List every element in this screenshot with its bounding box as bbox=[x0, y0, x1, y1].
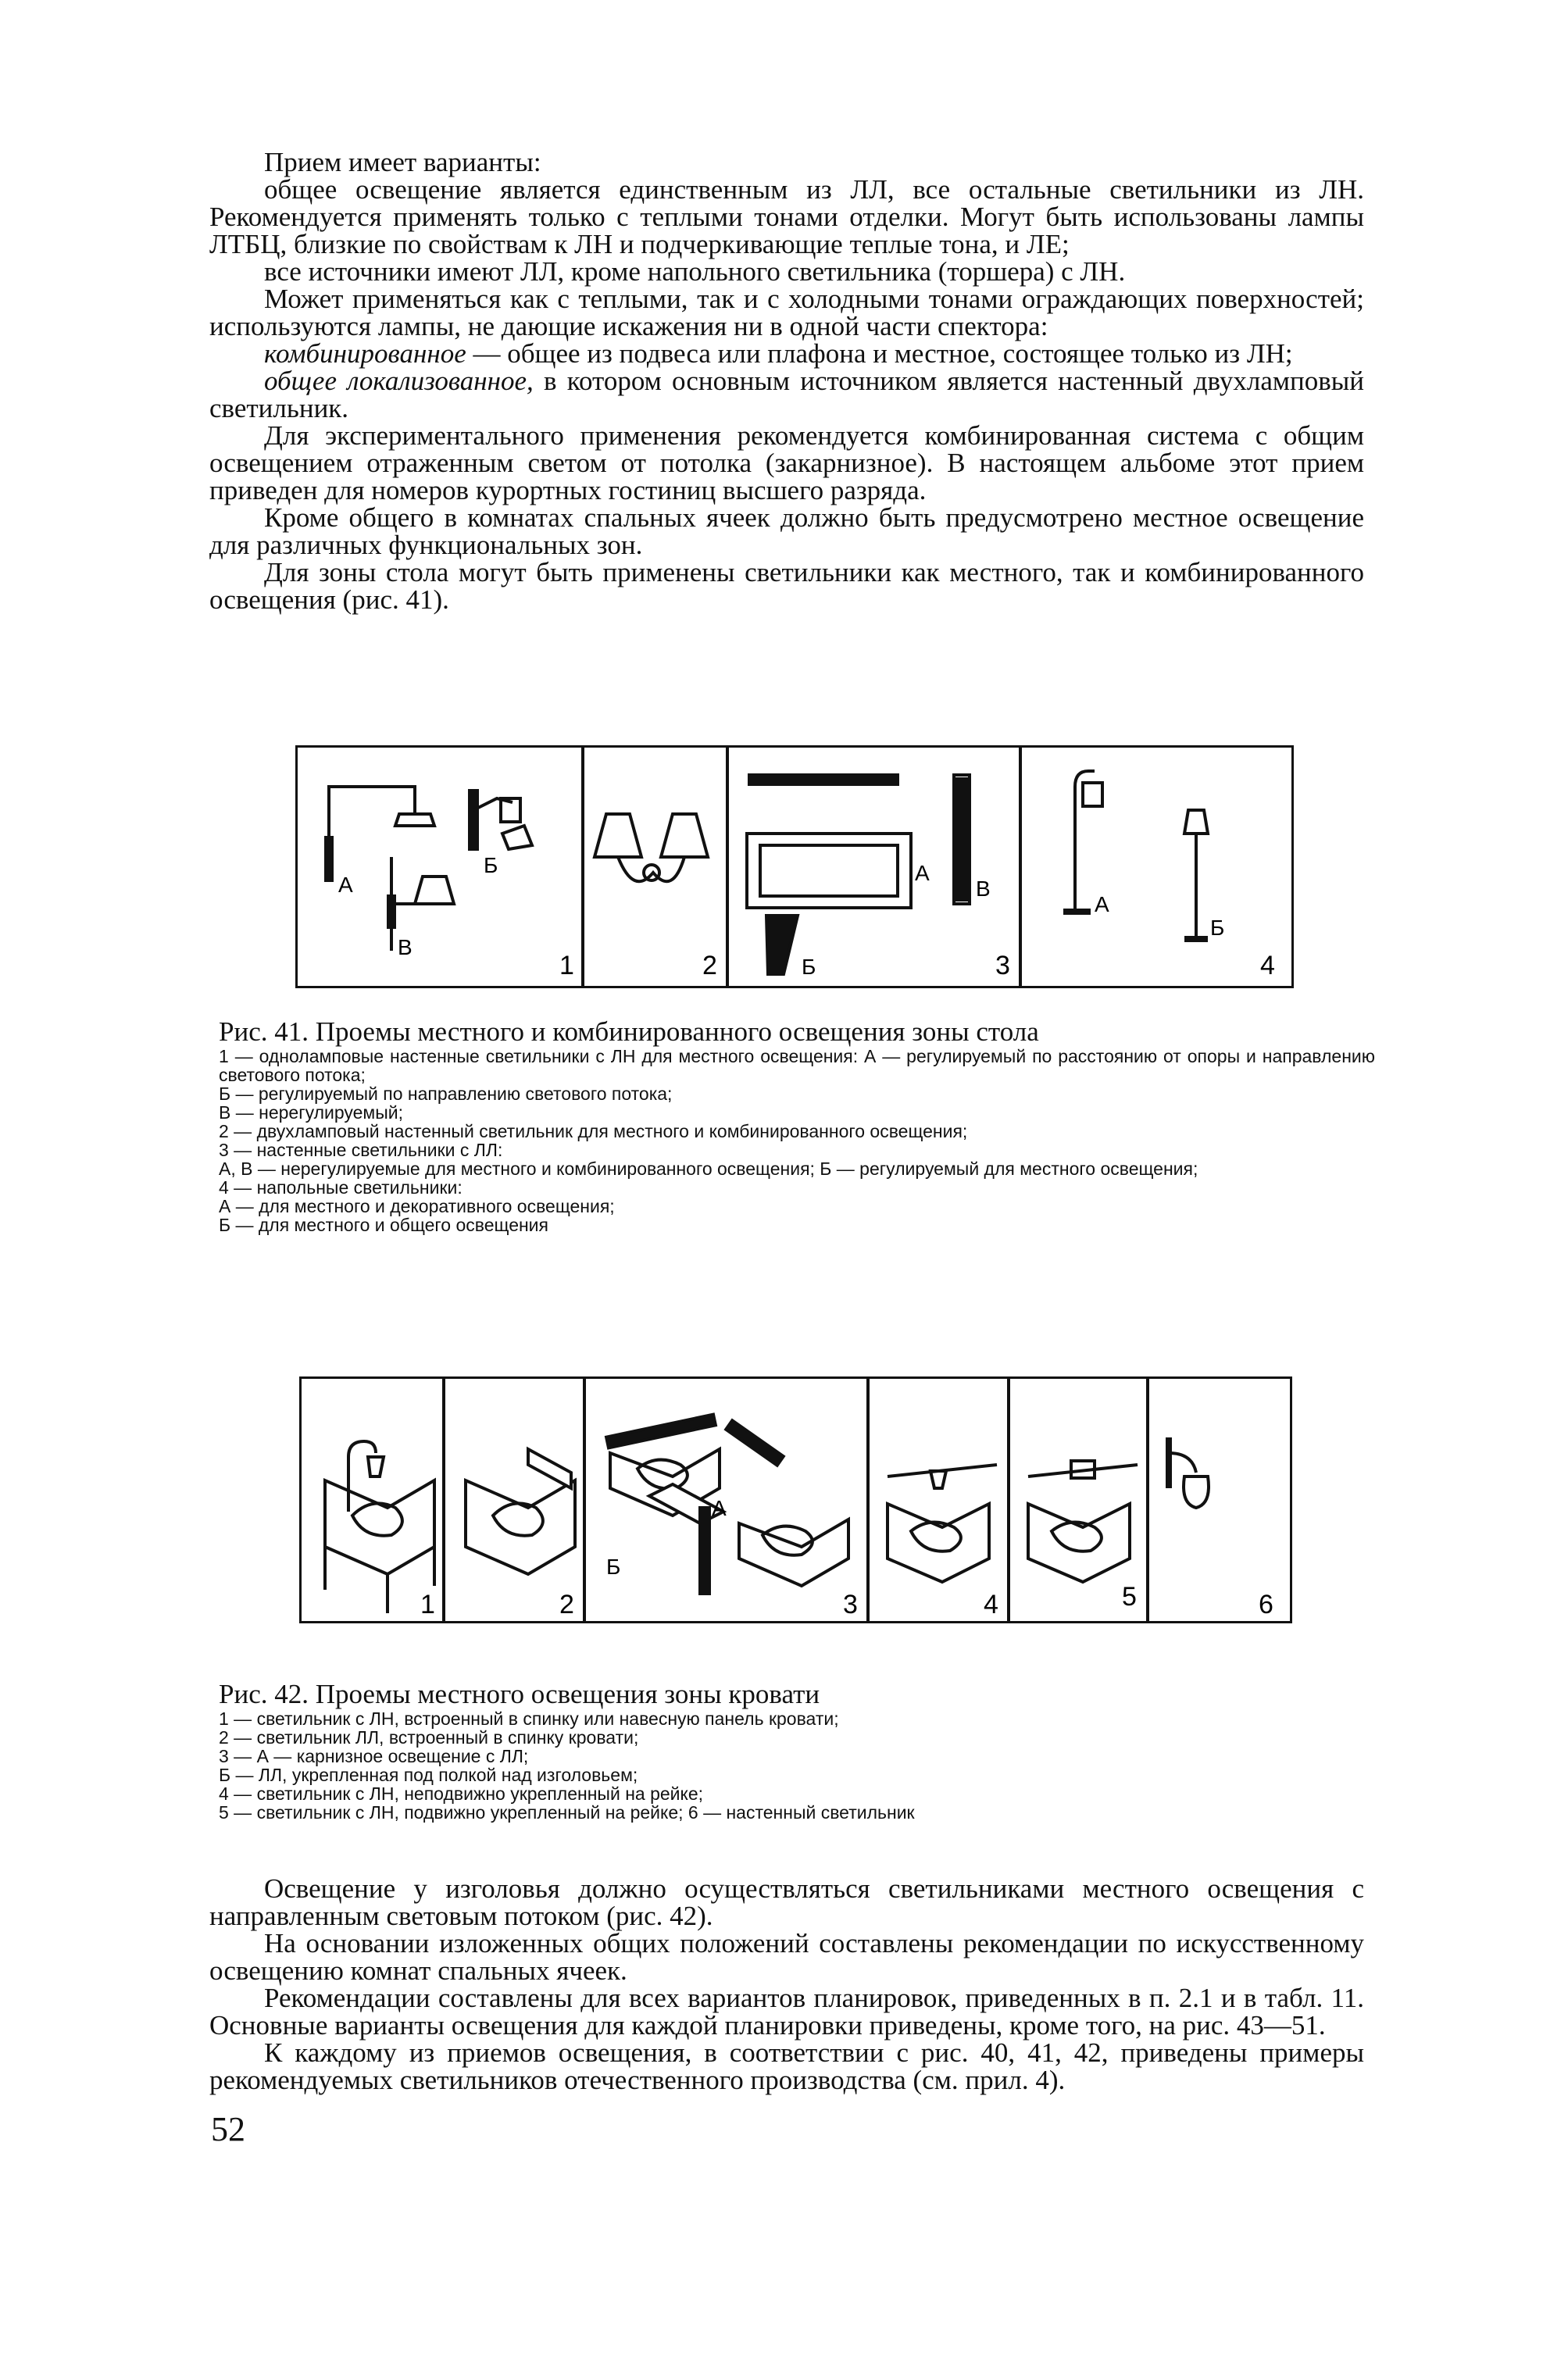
legend-line: 3 — настенные светильники с ЛЛ: bbox=[219, 1140, 503, 1160]
figure-41-diagram bbox=[295, 745, 1294, 988]
paragraph: Освещение у изголовья должно осуществляться светильниками местного освещения с направленным световым потоком (рис. 42). bbox=[209, 1873, 1364, 1931]
figure-42-drawing bbox=[302, 1379, 1290, 1621]
fig41-panel-number: 2 bbox=[702, 951, 717, 980]
paragraph: Прием имеет варианты: bbox=[264, 147, 541, 177]
legend-line: В — нерегулируемый; bbox=[219, 1102, 403, 1123]
fig41-letter: А bbox=[338, 873, 353, 897]
legend-line: 2 — светильник ЛЛ, встроенный в спинку кровати; bbox=[219, 1727, 639, 1748]
paragraph: общее освещение является единственным из ЛЛ, все остальные светильники из ЛН. Рекомендуется применять только с теплыми тонами отделки. Могут быть использованы лампы ЛТБЦ, близкие по свойствам к ЛН и подчеркивающие теплые тона, и ЛЕ; bbox=[209, 174, 1364, 259]
fig42-panel-number: 5 bbox=[1122, 1582, 1137, 1612]
fig41-letter: А bbox=[915, 861, 930, 885]
legend-line: 2 — двухламповый настенный светильник для местного и комбинированного освещения; bbox=[219, 1121, 968, 1141]
term-combined-rest: — общее из подвеса или плафона и местное, состоящее только из ЛН; bbox=[466, 338, 1293, 369]
fig42-panel-number: 3 bbox=[843, 1590, 858, 1619]
fig42-panel-number: 2 bbox=[559, 1590, 574, 1619]
legend-line: 3 — А — карнизное освещение с ЛЛ; bbox=[219, 1746, 529, 1766]
figure-41-caption: Рис. 41. Проемы местного и комбинированного освещения зоны стола bbox=[219, 1016, 1039, 1047]
bottom-text-block bbox=[209, 1875, 1364, 2094]
page-number: 52 bbox=[211, 2110, 245, 2148]
fig42-letter: А bbox=[712, 1496, 727, 1520]
fig41-letter: Б bbox=[1210, 916, 1225, 940]
legend-line: А — для местного и декоративного освещения; bbox=[219, 1196, 615, 1216]
figure-41-drawing bbox=[298, 748, 1291, 986]
paragraph: все источники имеют ЛЛ, кроме напольного светильника (торшера) с ЛН. bbox=[264, 256, 1126, 287]
fig41-letter: Б bbox=[484, 853, 498, 877]
legend-line: 5 — светильник с ЛН, подвижно укрепленный на рейке; 6 — настенный светильник bbox=[219, 1802, 915, 1823]
fig41-panel-number: 1 bbox=[559, 951, 574, 980]
paragraph: На основании изложенных общих положений составлены рекомендации по искусственному освещению комнат спальных ячеек. bbox=[209, 1928, 1364, 1986]
term-localized-rest: в котором основным источником является настенный двухламповый светильник. bbox=[209, 366, 1364, 423]
top-text-block bbox=[209, 148, 1364, 613]
fig41-panel-number: 3 bbox=[995, 951, 1010, 980]
fig41-letter: В bbox=[976, 877, 991, 901]
legend-line: Б — регулируемый по направлению светового потока; bbox=[219, 1084, 673, 1104]
paragraph-localized bbox=[209, 367, 1364, 422]
paragraph: Рекомендации составлены для всех вариантов планировок, приведенных в п. 2.1 и в табл. 11. Основные варианты освещения для каждой планировки приведены, кроме того, на рис. 43—51. bbox=[209, 1983, 1364, 2041]
paragraph: Кроме общего в комнатах спальных ячеек должно быть предусмотрено местное освещение для различных функциональных зон. bbox=[209, 502, 1364, 560]
legend-line: А, В — нерегулируемые для местного и комбинированного освещения; Б — регулируемый для местного освещения; bbox=[219, 1159, 1198, 1179]
fig42-panel-number: 1 bbox=[420, 1590, 435, 1619]
fig41-panel-number: 4 bbox=[1260, 951, 1275, 980]
term-localized: общее локализованное, bbox=[264, 366, 534, 396]
fig42-panel-number: 6 bbox=[1259, 1590, 1273, 1619]
fig41-letter: Б bbox=[802, 955, 816, 979]
figure-41-caption-block bbox=[219, 1017, 1375, 1234]
fig41-letter: А bbox=[1095, 892, 1109, 916]
term-combined: комбинированное bbox=[264, 338, 466, 369]
legend-line: 4 — напольные светильники: bbox=[219, 1177, 463, 1198]
figure-42-caption: Рис. 42. Проемы местного освещения зоны кровати bbox=[219, 1679, 820, 1709]
legend-line: 1 — светильник с ЛН, встроенный в спинку или навесную панель кровати; bbox=[219, 1709, 839, 1729]
paragraph: К каждому из приемов освещения, в соответствии с рис. 40, 41, 42, приведены примеры рекомендуемых светильников отечественного производства (см. прил. 4). bbox=[209, 2037, 1364, 2095]
paragraph: Для экспериментального применения рекомендуется комбинированная система с общим освещением отраженным светом от потолка (закарнизное). В настоящем альбоме этот прием приведен для номеров курортных гостиниц высшего разряда. bbox=[209, 420, 1364, 505]
paragraph: Для зоны стола могут быть применены светильники как местного, так и комбинированного освещения (рис. 41). bbox=[209, 557, 1364, 615]
legend-line: 4 — светильник с ЛН, неподвижно укрепленный на рейке; bbox=[219, 1783, 704, 1804]
legend-line: 1 — одноламповые настенные светильники с ЛН для местного освещения: А — регулируемый по расстоянию от опоры и направлению светового потока; bbox=[219, 1046, 1375, 1085]
fig42-letter: Б bbox=[606, 1555, 621, 1579]
figure-42-diagram bbox=[299, 1376, 1292, 1623]
paragraph-combined bbox=[209, 340, 1364, 367]
paragraph: Может применяться как с теплыми, так и с холодными тонами ограждающих поверхностей; используются лампы, не дающие искажения ни в одной части спектора: bbox=[209, 284, 1364, 341]
fig41-letter: В bbox=[398, 935, 413, 959]
legend-line: Б — ЛЛ, укрепленная под полкой над изголовьем; bbox=[219, 1765, 638, 1785]
legend-line: Б — для местного и общего освещения bbox=[219, 1215, 548, 1235]
figure-42-caption-block bbox=[219, 1680, 1375, 1822]
fig42-panel-number: 4 bbox=[984, 1590, 998, 1619]
